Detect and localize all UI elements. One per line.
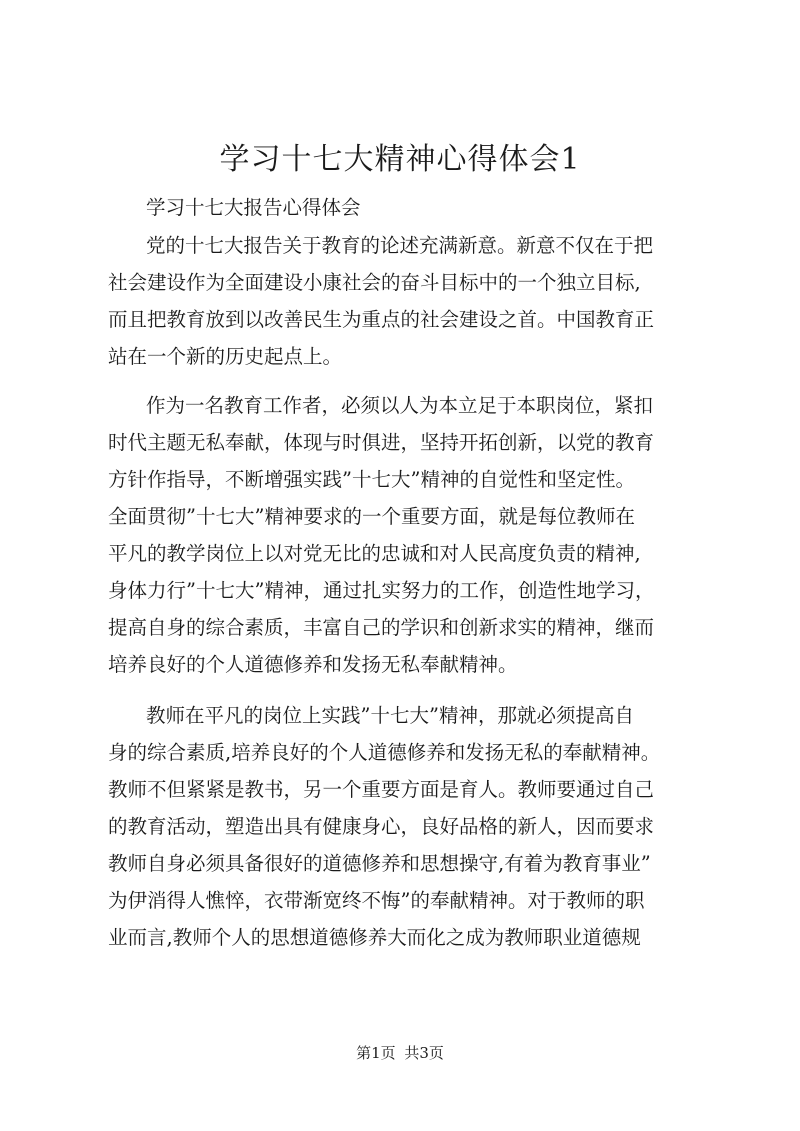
page-total: 共3页 [404, 1044, 444, 1062]
paragraph-line: 作为一名教育工作者，必须以人为本立足于本职岗位，紧扣 [146, 394, 654, 417]
paragraph-line: 身体力行”十七大”精神，通过扎实努力的工作，创造性地学习， [108, 579, 655, 602]
paragraph-line: 业而言,教师个人的思想道德修养大而化之成为教师职业道德规 [108, 926, 641, 949]
paragraph-line: 时代主题无私奉献，体现与时俱进，坚持开拓创新，以党的教育 [108, 431, 655, 454]
paragraph-line: 身的综合素质,培养良好的个人道德修养和发扬无私的奉献精神。 [108, 741, 661, 764]
page-footer [0, 1043, 800, 1063]
paragraph-line: 全面贯彻”十七大”精神要求的一个重要方面，就是每位教师在 [108, 505, 635, 528]
paragraph-line: 教师自身必须具备很好的道德修养和思想操守,有着为教育事业” [108, 852, 651, 875]
page-number: 第1页 [356, 1044, 396, 1062]
paragraph-line: 提高自身的综合素质，丰富自己的学识和创新求实的精神，继而 [108, 616, 655, 639]
document-title: 学习十七大精神心得体会1 [219, 142, 581, 177]
paragraph-line: 为伊消得人憔悴，衣带渐宽终不悔”的奉献精神。对于教师的职 [108, 889, 645, 912]
paragraph-line: 党的十七大报告关于教育的论述充满新意。新意不仅在于把 [146, 234, 654, 257]
document-subtitle: 学习十七大报告心得体会 [146, 196, 361, 219]
paragraph-line: 方针作指导，不断增强实践”十七大”精神的自觉性和坚定性。 [108, 468, 635, 491]
paragraph-line: 教师不但紧紧是教书，另一个重要方面是育人。教师要通过自己 [108, 778, 655, 801]
paragraph-line: 的教育活动，塑造出具有健康身心，良好品格的新人，因而要求 [108, 815, 655, 838]
paragraph-line: 站在一个新的历史起点上。 [108, 345, 343, 368]
paragraph-line: 培养良好的个人道德修养和发扬无私奉献精神。 [108, 653, 518, 676]
paragraph-line: 平凡的教学岗位上以对党无比的忠诚和对人民高度负责的精神, [108, 542, 641, 565]
paragraph-line: 而且把教育放到以改善民生为重点的社会建设之首。中国教育正 [108, 308, 655, 331]
paragraph-line: 社会建设作为全面建设小康社会的奋斗目标中的一个独立目标, [108, 271, 641, 294]
paragraph-line: 教师在平凡的岗位上实践”十七大”精神，那就必须提高自 [146, 704, 634, 727]
